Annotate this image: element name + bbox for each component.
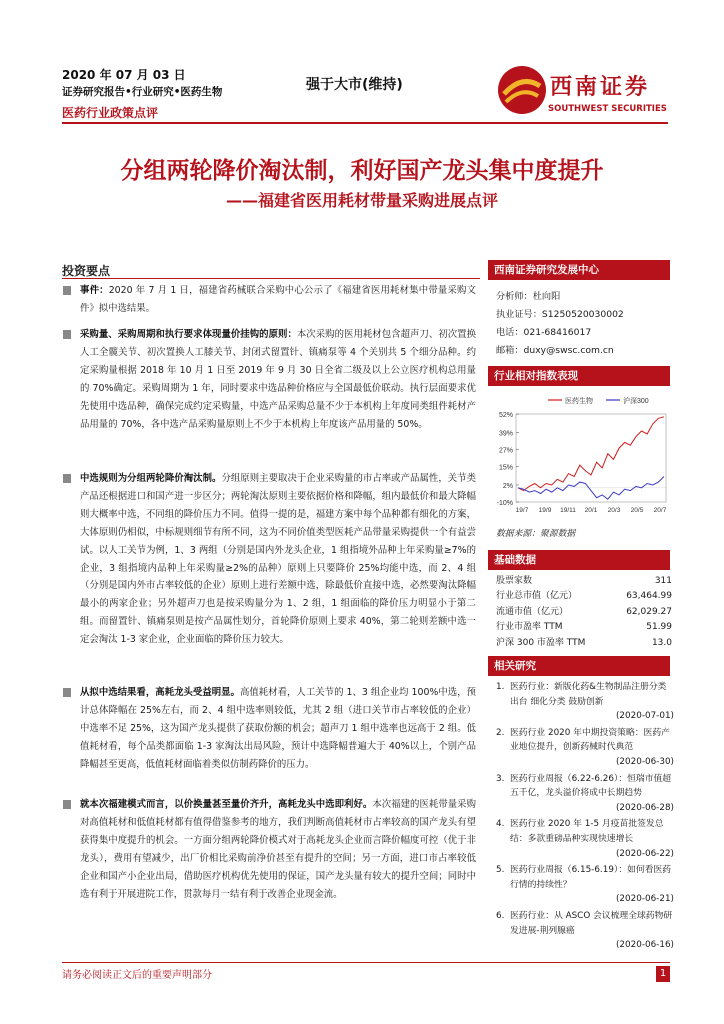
stat-row xyxy=(496,620,672,635)
basic-data-header: 基础数据 xyxy=(488,550,670,570)
y-tick-label: 27% xyxy=(498,447,513,455)
research-title: 医药行业周报（6.22-6.26）：恒瑞市值超五千亿，龙头溢价将成中长期趋势 xyxy=(510,773,672,799)
legend-label: 沪深300 xyxy=(623,398,649,405)
analyst-phone: 电话：021-68416017 xyxy=(496,327,592,338)
report-type: 证券研究报告•行业研究•医药生物 xyxy=(62,86,223,98)
x-tick-label: 19/9 xyxy=(538,507,552,514)
research-date: (2020-06-21) xyxy=(616,894,674,905)
research-title: 医药行业 2020 年 1-5 月疫苗批签发总结：多款重磅品种实现快速增长 xyxy=(510,819,664,844)
research-item[interactable] xyxy=(496,726,674,770)
paragraph-results xyxy=(62,684,476,774)
y-tick-label: -10% xyxy=(496,500,513,507)
research-title: 医药行业：新版化药&生物制品注册分类出台 细化分类 鼓励创新 xyxy=(510,682,667,707)
paragraph-fujian-mode xyxy=(62,796,476,903)
research-num: 5. xyxy=(496,865,505,876)
stat-row xyxy=(496,589,672,604)
research-date: (2020-07-01) xyxy=(616,711,674,722)
paragraph-text: 2020 年 7 月 1 日，福建省药械联合采购中心公示了《福建省医用耗材集中带量采购文件》拟中选结果。 xyxy=(80,285,476,314)
x-tick-label: 19/7 xyxy=(515,507,529,514)
paragraph-text: 本次采购的医用耗材包含超声刀、初次置换人工全髋关节、初次置换人工膝关节、封闭式留置针、镇痛泵等 4 个关别共 5 个细分品种。约定采购量根据 2018 年 10 月 1 日至 2019 年 9 月 30 日全省二级及以上公立医疗机构总用量的 70%确定。采购周期为 1 年，同时要求中选品种价格应与全国最低价联动。执行层面要求优先使用中选品种，确保完成约定采购量，中选产品采购总量不少于本机构上年度同类组件耗材产品用量的 70%，各中选产品采购量原则上不少于本机构上年度该产品用量的 50%。 xyxy=(80,329,476,430)
x-tick-label: 19/11 xyxy=(560,507,576,514)
chart-source: 数据来源：聚源数据 xyxy=(496,529,576,539)
page-title: 分组两轮降价淘汰制，利好国产龙头集中度提升 xyxy=(120,158,604,184)
research-date: (2020-06-28) xyxy=(616,802,674,813)
stat-label: 沪深 300 市盈率 TTM xyxy=(496,637,586,648)
report-subtype: 医药行业政策点评 xyxy=(62,106,159,120)
stat-value: 311 xyxy=(654,576,672,586)
paragraph-procurement xyxy=(62,326,476,433)
related-research-header: 相关研究 xyxy=(488,656,670,676)
research-num: 4. xyxy=(496,819,505,830)
stat-value: 63,464.99 xyxy=(626,591,672,602)
stat-value: 51.99 xyxy=(646,622,672,633)
stat-label: 行业总市值（亿元） xyxy=(496,591,578,602)
bullet-icon xyxy=(62,285,72,296)
x-tick-label: 20/1 xyxy=(584,507,598,514)
stat-label: 股票家数 xyxy=(496,576,533,586)
paragraph-text: 高值耗材看，人工关节的 1、3 组企业均 100%中选，预计总体降幅在 25%左右，而 2、4 组中选率则较低，尤其 2 组（进口关节市占率较低的企业）中选率不足 25%，这为国产龙头提供了获取份额的机会；超声刀 1 组中选率也远高于 2 组。低值耗材看，每个品类都面临 1-3 家淘汰出局风险，预计中选降幅普遍大于 40%以上，个别产品降幅甚至更高，低值耗材面临着类似仿制药降价的压力。 xyxy=(80,687,476,770)
y-tick-label: 52% xyxy=(498,412,513,419)
research-title: 医药行业 2020 年中期投资策略：医药产业地位提升，创新药械时代典范 xyxy=(510,727,670,753)
research-num: 3. xyxy=(496,773,505,784)
x-tick-label: 20/3 xyxy=(607,507,621,514)
paragraph-text: 本次福建的医耗带量采购对高值耗材和低值耗材都有值得借鉴参考的地方，我们判断高值耗材市占率较高的国产龙头有望获得集中度提升的机会。一方面分组两轮降价模式对于高耗龙头企业而言降价幅度可控（优于非龙头），费用有望减少，出厂价相比采购前净价甚至有提升的空间；另一方面，进口市占率较低企业和国产小企业出局，借助医疗机构优先使用的保证，国产龙头量有较大的提升空间；同时中选有利于开展进院工作，贯款每月一结有利于改善企业现金流。 xyxy=(80,799,476,900)
footer-disclaimer: 请务必阅读正文后的重要声明部分 xyxy=(62,970,212,981)
legend-label: 医药生物 xyxy=(565,398,593,405)
analyst-email[interactable]: 邮箱：duxy@swsc.com.cn xyxy=(496,345,614,356)
paragraph-lead: 采购量、采购周期和执行要求体现量价挂钩的原则： xyxy=(80,329,297,340)
paragraph-lead: 事件： xyxy=(80,285,109,296)
section-divider xyxy=(62,278,480,279)
paragraph-lead: 从拟中选结果看，高耗龙头受益明显。 xyxy=(80,687,240,698)
report-date: 2020 年 07 月 03 日 xyxy=(62,68,186,82)
y-tick-label: 2% xyxy=(502,482,513,490)
research-date: (2020-06-22) xyxy=(616,848,674,859)
footer-divider xyxy=(62,962,670,963)
x-tick-label: 20/7 xyxy=(653,507,667,514)
page-subtitle: ——福建省医用耗材带量采购进展点评 xyxy=(225,191,498,210)
index-section-header: 行业相对指数表现 xyxy=(488,366,670,386)
stat-value: 13.0 xyxy=(651,637,672,648)
page-number: 1 xyxy=(656,966,670,982)
y-tick-label: 39% xyxy=(498,430,513,438)
research-item[interactable] xyxy=(496,817,674,861)
logo-text: 西南证券 xyxy=(550,74,651,100)
x-tick-label: 20/5 xyxy=(630,507,644,514)
plot-frame xyxy=(516,414,666,502)
paragraph-event xyxy=(62,282,476,318)
logo-text-en: SOUTHWEST SECURITIES xyxy=(548,104,667,114)
bullet-icon xyxy=(62,329,72,340)
related-research-list xyxy=(496,680,674,955)
paragraph-rules xyxy=(62,470,476,649)
bullet-icon xyxy=(62,473,72,484)
analyst-name: 分析师：杜向阳 xyxy=(496,291,561,302)
basic-data-table xyxy=(496,574,672,651)
research-item[interactable] xyxy=(496,772,674,816)
research-item[interactable] xyxy=(496,863,674,907)
analyst-license: 执业证号：S1250520030002 xyxy=(496,309,624,320)
stat-row xyxy=(496,605,672,620)
series-line xyxy=(518,417,664,491)
research-date: (2020-06-16) xyxy=(616,940,674,951)
research-num: 6. xyxy=(496,910,505,921)
stat-label: 行业市盈率 TTM xyxy=(496,622,563,633)
header-divider xyxy=(62,122,668,124)
research-item[interactable] xyxy=(496,680,674,724)
research-center-header: 西南证券研究发展中心 xyxy=(488,260,670,280)
relative-index-chart xyxy=(488,392,670,522)
stat-label: 流通市值（亿元） xyxy=(496,606,569,617)
research-title: 医药行业：从 ASCO 会议梳理全球药物研发进展-荆列腺癌 xyxy=(510,910,673,936)
research-title: 医药行业周报（6.15-6.19）：如何看医药行情的持续性？ xyxy=(510,865,672,890)
bullet-icon xyxy=(62,799,72,810)
bullet-icon xyxy=(62,687,72,698)
paragraph-lead: 就本次福建模式而言，以价换量甚至量价齐升，高耗龙头中选即利好。 xyxy=(80,799,373,810)
y-tick-label: 15% xyxy=(498,464,513,472)
industry-rating: 强于大市(维持) xyxy=(306,77,403,93)
research-item[interactable] xyxy=(496,909,674,953)
paragraph-text: 分组原则主要取决于企业采购量的市占率或产品属性，关节类产品还根据进口和国产进一步区分；两轮淘汰原则主要依据价格和降幅，组内最低价和最大降幅则大概率中选，不同组的降价压力不同。值得一提的是，福建方案中每个品种都有细化的方案，大体原则仍相似，中标规则细节有所不同，这为不同价值类型医耗产品带量采购提供一个有益尝试。以人工关节为例，1、3 两组（分别是国内外龙头企业，1 组指境外品种上年采购量≥7%的企业，3 组指境内品种上年采购量≥2%的品种）原则上只要降价 25%均能中选，而 2、4 组（分别是国内外市占率较低的企业）原则上进行差额中选，除最低价直接中选，必然要淘汰降幅最小的两家企业；另外超声刀也是按采购量分为 1、2 组，1 组面临的降价压力明显小于第二组。而留置针、镇痛泵则是按产品属性划分，首轮降价原则上要求 40%，第二轮则差额中选一定会淘汰 1-3 家企业，企业面临的降价压力较大。 xyxy=(80,473,476,646)
stat-value: 62,029.27 xyxy=(626,606,672,617)
research-num: 2. xyxy=(496,727,505,738)
southwest-logo-icon xyxy=(496,64,548,116)
research-num: 1. xyxy=(496,682,505,692)
section-title: 投资要点 xyxy=(62,264,111,278)
paragraph-lead: 中选规则为分组两轮降价淘汰制。 xyxy=(80,473,222,484)
research-date: (2020-06-30) xyxy=(616,756,674,767)
stat-row xyxy=(496,636,672,651)
stat-row xyxy=(496,574,672,589)
